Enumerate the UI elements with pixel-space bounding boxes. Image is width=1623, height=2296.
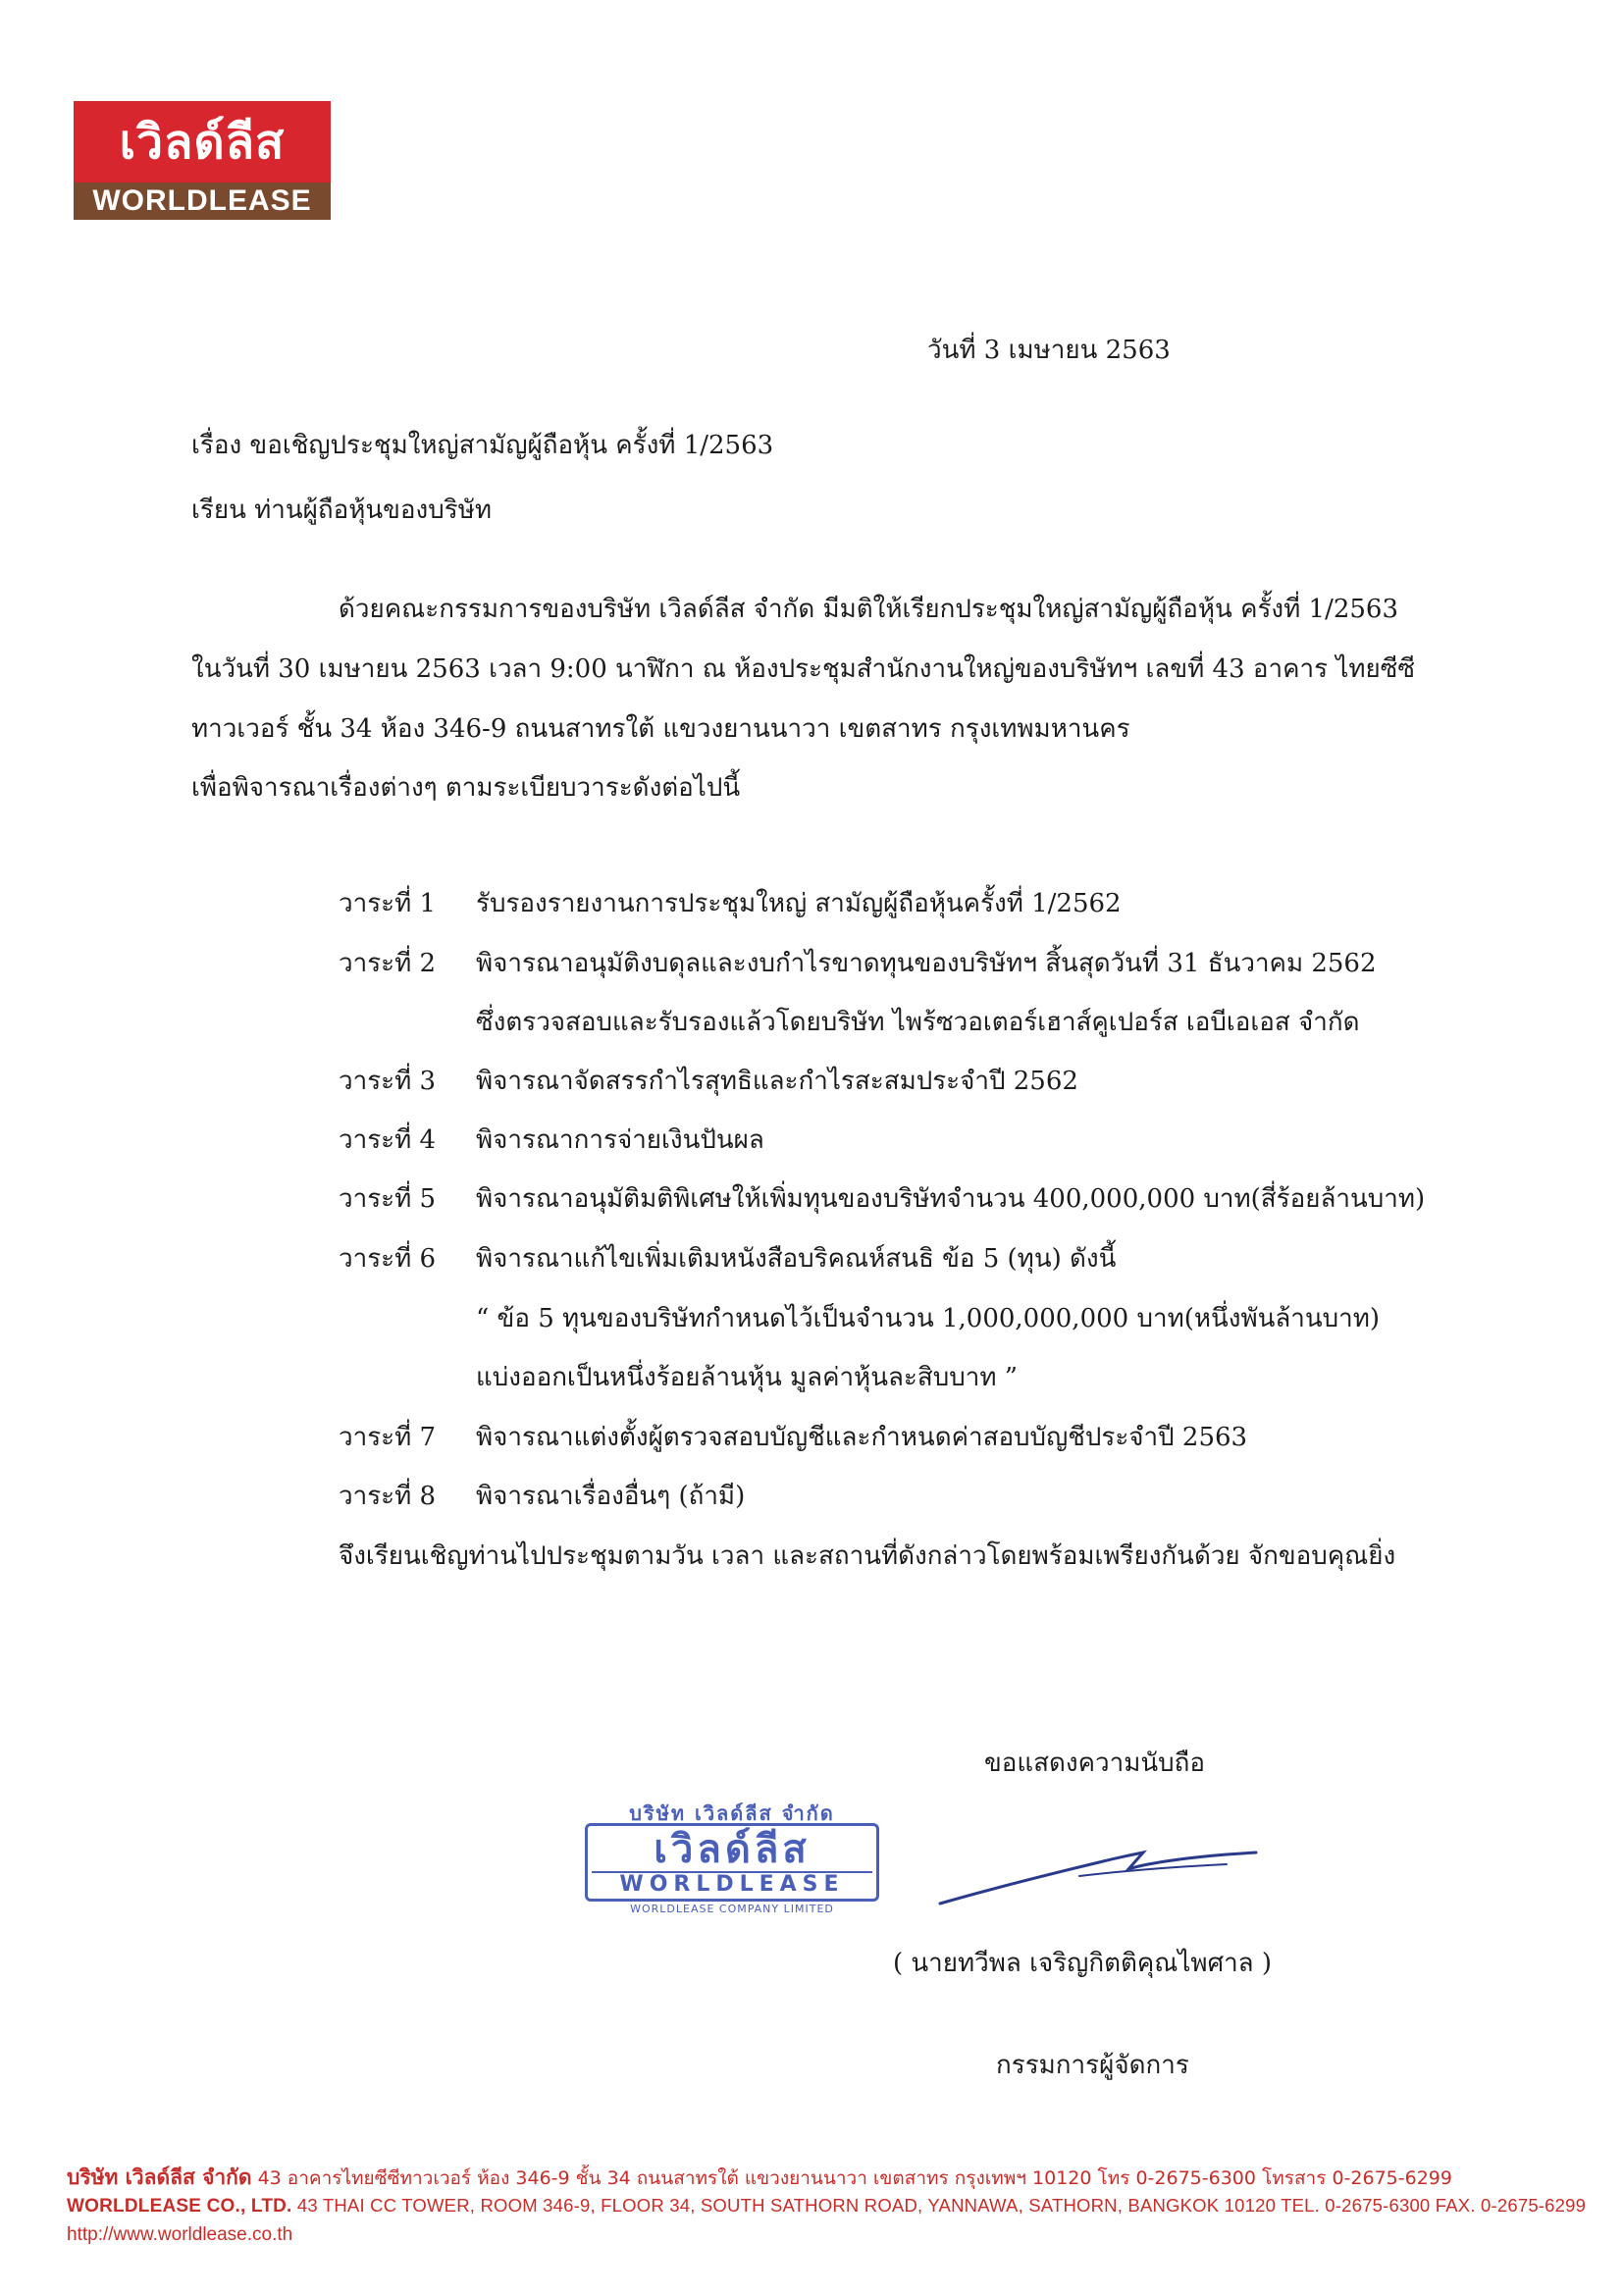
agenda-number: วาระที่ 8 — [339, 1482, 437, 1511]
agenda-number: วาระที่ 2 — [339, 949, 437, 978]
agenda-text: รับรองรายงานการประชุมใหญ่ สามัญผู้ถือหุ้นครั้งที่ 1/2562 — [476, 889, 1122, 918]
agenda-number: วาระที่ 1 — [339, 889, 437, 918]
intro-line: เพื่อพิจารณาเรื่องต่างๆ ตามระเบียบวาระดังต่อไปนี้ — [191, 773, 741, 803]
intro-line: ด้วยคณะกรรมการของบริษัท เวิลด์ลีส จำกัด มีมติให้เรียกประชุมใหญ่สามัญผู้ถือหุ้น ครั้งที่ 1/2563 — [339, 595, 1398, 624]
footer-english-address: 43 THAI CC TOWER, ROOM 346-9, FLOOR 34, SOUTH SATHORN ROAD, YANNAWA, SATHORN, BANGKOK 10120 TEL. 0-2675-6300 FAX. 0-2675-6299 — [296, 2195, 1587, 2216]
intro-line: ทาวเวอร์ ชั้น 34 ห้อง 346-9 ถนนสาทรใต้ แขวงยานนาวา เขตสาทร กรุงเทพมหานคร — [191, 714, 1130, 744]
closing-line: จึงเรียนเชิญท่านไปประชุมตามวัน เวลา และสถานที่ดังกล่าวโดยพร้อมเพรียงกันด้วย จักขอบคุณยิ่ง — [339, 1541, 1396, 1571]
stamp-sub-text: WORLDLEASE COMPANY LIMITED — [630, 1903, 834, 1915]
stamp-top-text: บริษัท เวิลด์ลีส จำกัด — [629, 1801, 835, 1825]
signatory-name: ( นายทวีพล เจริญกิตติคุณไพศาล ) — [893, 1949, 1273, 1978]
stamp-box — [585, 1823, 879, 1902]
agenda-number: วาระที่ 3 — [339, 1067, 437, 1096]
signatory-title: กรรมการผู้จัดการ — [996, 2051, 1189, 2080]
handwritten-signature — [932, 1835, 1266, 1913]
letter-date: วันที่ 3 เมษายน 2563 — [927, 336, 1171, 365]
logo-thai-text: เวิลด์ลีส — [74, 101, 331, 183]
company-logo — [74, 101, 331, 220]
agenda-text: แบ่งออกเป็นหนึ่งร้อยล้านหุ้น มูลค่าหุ้นละสิบบาท ” — [476, 1363, 1019, 1392]
sign-off: ขอแสดงความนับถือ — [984, 1748, 1205, 1778]
agenda-number: วาระที่ 5 — [339, 1184, 437, 1214]
footer-thai-company: บริษัท เวิลด์ลีส จำกัด — [67, 2166, 252, 2189]
agenda-number: วาระที่ 4 — [339, 1125, 437, 1155]
footer-english-company: WORLDLEASE CO., LTD. — [67, 2196, 292, 2217]
agenda-text: พิจารณาแก้ไขเพิ่มเติมหนังสือบริคณห์สนธิ ข้อ 5 (ทุน) ดังนี้ — [476, 1244, 1117, 1274]
agenda-text: ซึ่งตรวจสอบและรับรองแล้วโดยบริษัท ไพร้ซวอเตอร์เฮาส์คูเปอร์ส เอบีเอเอส จำกัด — [476, 1008, 1360, 1037]
letter-subject: เรื่อง ขอเชิญประชุมใหญ่สามัญผู้ถือหุ้น ครั้งที่ 1/2563 — [191, 431, 774, 460]
agenda-text: พิจารณาเรื่องอื่นๆ (ถ้ามี) — [476, 1482, 746, 1511]
agenda-number: วาระที่ 6 — [339, 1244, 437, 1274]
company-stamp — [585, 1798, 879, 1915]
stamp-english-text: WORLDLEASE — [592, 1871, 872, 1897]
footer-thai-address: 43 อาคารไทยซีซีทาวเวอร์ ห้อง 346-9 ชั้น 34 ถนนสาทรใต้ แขวงยานนาวา เขตสาทร กรุงเทพฯ 10120 โทร 0-2675-6300 โทรสาร 0-2675-6299 — [257, 2167, 1452, 2189]
agenda-text: พิจารณาแต่งตั้งผู้ตรวจสอบบัญชีและกำหนดค่าสอบบัญชีประจำปี 2563 — [476, 1423, 1248, 1452]
footer-english — [67, 2195, 1586, 2218]
logo-english-text: WORLDLEASE — [74, 183, 331, 220]
agenda-number: วาระที่ 7 — [339, 1423, 437, 1452]
agenda-text: พิจารณาอนุมัติงบดุลและงบกำไรขาดทุนของบริษัทฯ สิ้นสุดวันที่ 31 ธันวาคม 2562 — [476, 949, 1377, 978]
agenda-text: “ ข้อ 5 ทุนของบริษัทกำหนดไว้เป็นจำนวน 1,000,000,000 บาท(หนึ่งพันล้านบาท) — [476, 1304, 1381, 1333]
footer-thai — [67, 2162, 1452, 2194]
agenda-text: พิจารณาอนุมัติมติพิเศษให้เพิ่มทุนของบริษัทจำนวน 400,000,000 บาท(สี่ร้อยล้านบาท) — [476, 1184, 1426, 1214]
agenda-text: พิจารณาการจ่ายเงินปันผล — [476, 1125, 764, 1155]
agenda-text: พิจารณาจัดสรรกำไรสุทธิและกำไรสะสมประจำปี 2562 — [476, 1067, 1078, 1096]
letter-recipient: เรียน ท่านผู้ถือหุ้นของบริษัท — [191, 496, 492, 525]
intro-line: ในวันที่ 30 เมษายน 2563 เวลา 9:00 นาฬิกา ณ ห้องประชุมสำนักงานใหญ่ของบริษัทฯ เลขที่ 43 อาคาร ไทยซีซี — [191, 654, 1416, 684]
footer-website-link[interactable]: http://www.worldlease.co.th — [67, 2224, 293, 2245]
stamp-thai-text: เวิลด์ลีส — [654, 1827, 811, 1872]
